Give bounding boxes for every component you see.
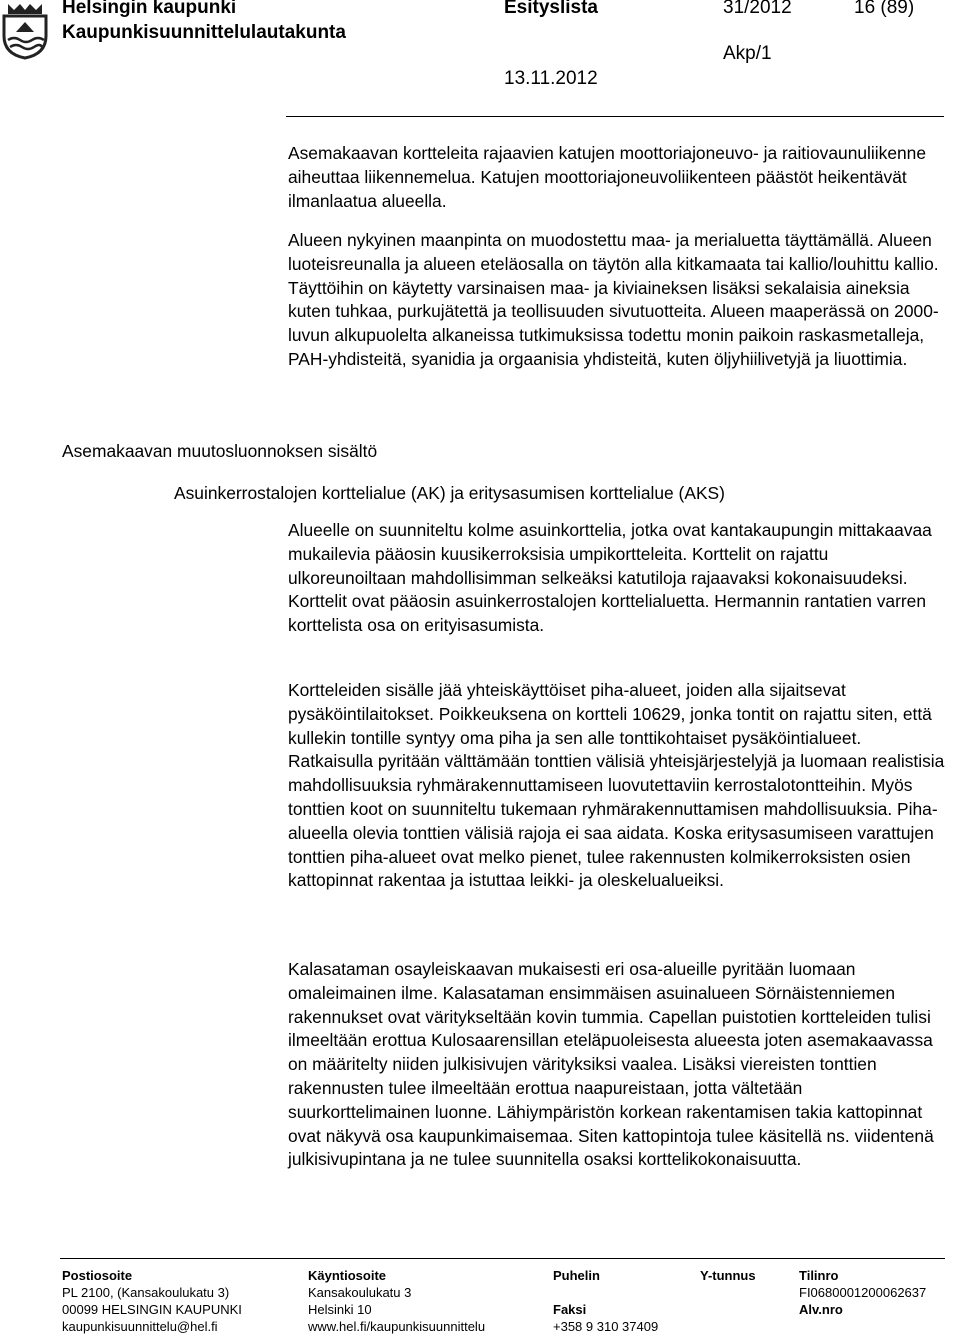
footer-postal-line2: 00099 HELSINGIN KAUPUNKI: [62, 1302, 242, 1317]
header-city: Helsingin kaupunki: [62, 0, 237, 18]
paragraph-traffic-noise: Asemakaavan kortteleita rajaavien katujen moottoriajoneuvo- ja raitiovaunuliikenne aiheuttaa liikennemelua. Katujen moottoriajoneuvoliikenteen päästöt heikentävät ilmanlaatua alueella.: [288, 143, 927, 211]
footer-visit-line1: Kansakoulukatu 3: [308, 1285, 412, 1300]
footer-website: www.hel.fi/kaupunkisuunnittelu: [308, 1319, 486, 1334]
header-page: 16 (89): [854, 0, 915, 18]
helsinki-crest-logo: [0, 0, 50, 60]
paragraph-appearance: Kalasataman osayleiskaavan mukaisesti eri osa-alueille pyritään luomaan omaleimainen ilme. Kalasataman ensimmäisen asuinalueen Sörnäistenniemen rakennukset ovat väritykseltään kovin tummia. Capellan puistotien kortteleiden tulisi ilmeeltään erottua Kulosaarensillan eteläpuoleisesta alueesta joten asemakaavassa on määritelty niiden julkisivujen värityksiksi vaalea. Lisäksi viereisten tonttien rakennusten tulee ilmeeltään erottua naapureistaan, jotta vältetään suurkorttelimainen luonne. Lähiympäristön korkean rakentamisen takia kattopinnat ovat näkyvä osa kaupunkimaisemaa. Siten kattopintoja tulee käsitellä ns. viidentenä julkisivupintana ja ne tulee suunnitella osaksi korttelikokonaisuutta.: [288, 959, 934, 1170]
header-doc-type: Esityslista: [504, 0, 598, 18]
footer-fax-label: Faksi: [553, 1302, 587, 1317]
side-heading: Asemakaavan muutosluonnoksen sisältö: [62, 441, 378, 461]
header-number: 31/2012: [723, 0, 792, 18]
footer-business-id-label: Y-tunnus: [700, 1268, 756, 1283]
footer-postal-line1: PL 2100, (Kansakoulukatu 3): [62, 1285, 230, 1300]
header-board: Kaupunkisuunnittelulautakunta: [62, 22, 346, 43]
footer-account-number: FI0680001200062637: [799, 1285, 927, 1300]
footer-email: kaupunkisuunnittelu@hel.fi: [62, 1319, 218, 1334]
paragraph-soil: Alueen nykyinen maanpinta on muodostettu maa- ja merialuetta täyttämällä. Alueen luoteisreunalla ja alueen eteläosalla on täytön alla kitkamaata tai kallio/louhittu kallio. Täyttöihin on käytetty varsinaisen maa- ja kiviaineksen lisäksi sekalaisia aineksia kuten tuhkaa, purkujätettä ja teollisuuden sivutuotteita. Alueen maaperässä on 2000-luvun alkupuolelta alkaneissa tutkimuksissa todettu monin paikoin raskasmetalleja, PAH-yhdisteitä, syanidia ja orgaanisia yhdisteitä, kuten öljyhiilivetyjä ja liuottimia.: [288, 230, 939, 369]
footer-phone-label: Puhelin: [553, 1268, 600, 1283]
footer-fax-number: +358 9 310 37409: [553, 1319, 659, 1334]
footer-visit-label: Käyntiosoite: [308, 1268, 387, 1283]
header-divider: [286, 116, 944, 117]
paragraph-yards: Kortteleiden sisälle jää yhteiskäyttöiset piha-alueet, joiden alla sijaitsevat pysäköintilaitokset. Poikkeuksena on kortteli 10629, jonka tontit on rajattu siten, että kullekin tontille syntyy oma piha ja sen alle tonttikohtaiset pysäköintialueet. Ratkaisulla pyritään välttämään tonttien välisiä yhteisjärjestelyjä ja luomaan realistisia mahdollisuuksia ryhmärakennuttamiseen luovutettaviin kerrostalotontteihin. Myös tonttien koot on suunniteltu tukemaan ryhmärakennuttamisen mahdollisuuksia. Piha-alueella olevia tonttien välisiä rajoja ei saa aidata. Koska eritysasumiseen varattujen tonttien piha-alueet ovat melko pienet, tulee rakennusten kolmikerroksisten osien kattopinnat rakentaa ja istuttaa leikki- ja oleskelualueiksi.: [288, 680, 945, 891]
paragraph-blocks: Alueelle on suunniteltu kolme asuinkorttelia, jotka ovat kantakaupungin mittakaavaa mukailevia pääosin kuusikerroksisia umpikortteleita. Korttelit on rajattu ulkoreunoiltaan mahdollisimman selkeäksi katutiloja rajaavaksi kokonaisuudeksi. Korttelit ovat pääosin asuinkerrostalojen korttelialuetta. Hermannin rantatien varren korttelista osa on erityisasumista.: [288, 520, 932, 636]
footer-divider: [60, 1258, 945, 1259]
header-item: Akp/1: [723, 43, 772, 64]
footer-visit-line2: Helsinki 10: [308, 1302, 372, 1317]
footer-account-label: Tilinro: [799, 1268, 839, 1283]
header-date: 13.11.2012: [504, 68, 598, 89]
footer-postal-label: Postiosoite: [62, 1268, 133, 1283]
footer-vat-label: Alv.nro: [799, 1302, 843, 1317]
section-subheading: Asuinkerrostalojen korttelialue (AK) ja eritysasumisen korttelialue (AKS): [174, 483, 725, 503]
